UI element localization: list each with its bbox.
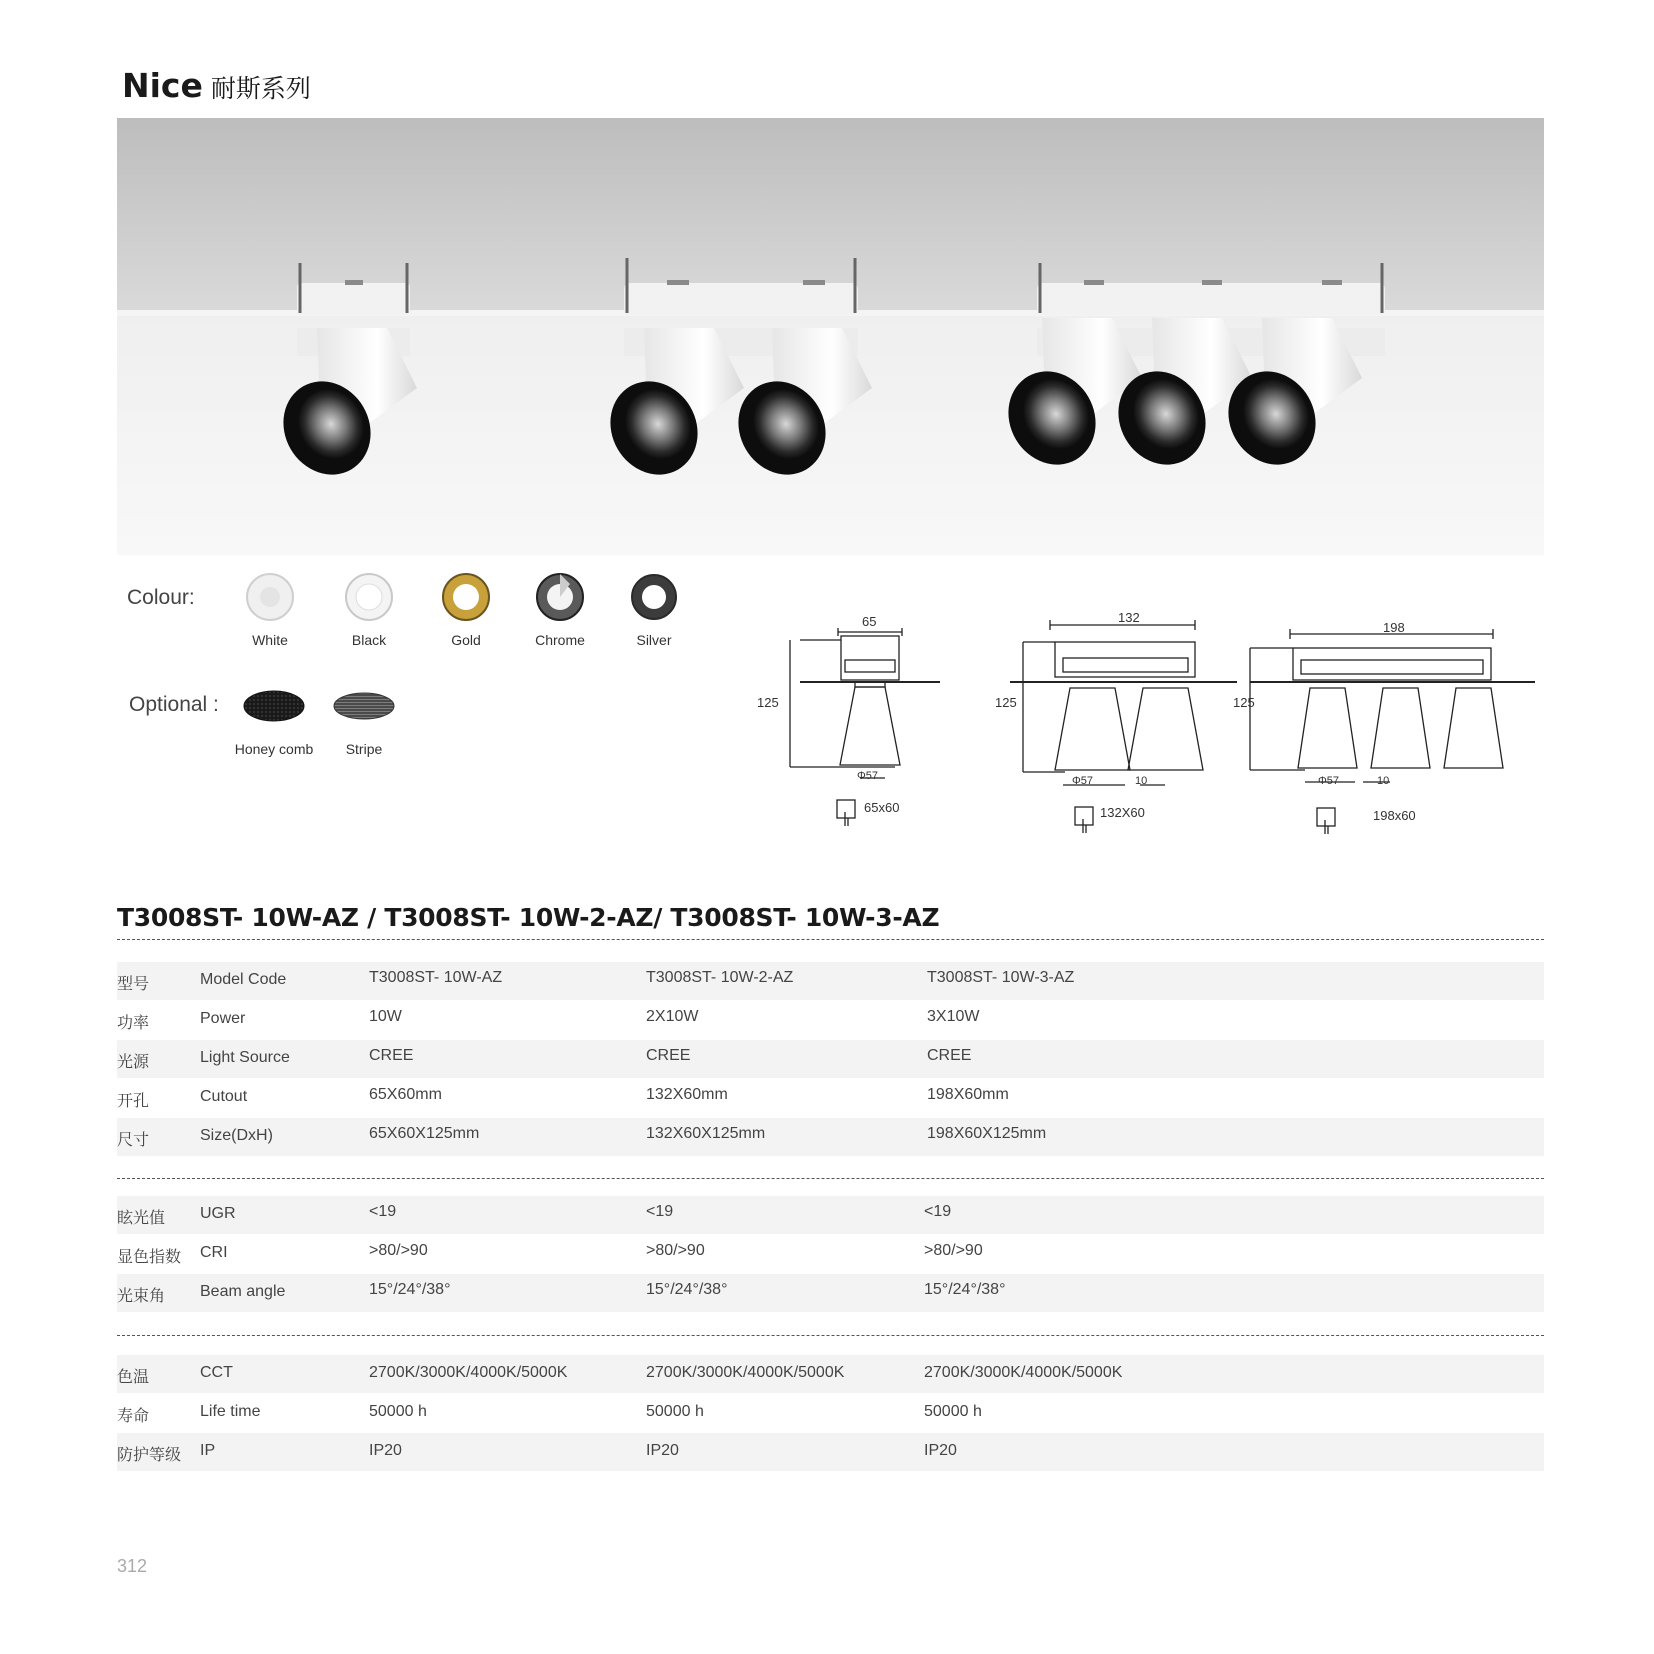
table-row: [117, 1433, 1544, 1471]
optional-name-stripe: Stripe: [345, 741, 383, 757]
table-row: [117, 1394, 1544, 1432]
table-row: [117, 1079, 1544, 1117]
spec-value: IP20: [924, 1442, 957, 1459]
table-row: [117, 1118, 1544, 1156]
divider: [117, 1178, 1544, 1179]
table-row: [117, 1235, 1544, 1273]
spec-label-en: Life time: [200, 1403, 261, 1420]
spec-label-en: Beam angle: [200, 1283, 286, 1300]
spec-value: 2700K/3000K/4000K/5000K: [924, 1364, 1123, 1381]
spec-label-en: CCT: [200, 1364, 233, 1381]
table-row: [117, 1274, 1544, 1312]
spec-value: 50000 h: [369, 1403, 427, 1420]
divider: [117, 939, 1544, 940]
spec-value: 15°/24°/38°: [924, 1281, 1006, 1298]
drawing-3-cutout: 198x60: [1373, 808, 1416, 823]
spec-value: 2700K/3000K/4000K/5000K: [646, 1364, 845, 1381]
spec-label-cn: 尺寸: [117, 1132, 150, 1149]
spec-value: >80/>90: [369, 1242, 428, 1259]
spec-value: 65X60mm: [369, 1086, 442, 1103]
colour-black-swatch: [346, 574, 392, 620]
colour-label: Colour:: [127, 586, 195, 609]
stripe-swatch: [334, 693, 394, 719]
optional-name-honeycomb: Honey comb: [234, 741, 314, 757]
spec-value: T3008ST- 10W-AZ: [369, 969, 503, 986]
drawing-1-cutout: 65x60: [864, 800, 900, 815]
colour-name-gold: Gold: [451, 632, 481, 648]
spec-label-en: Cutout: [200, 1088, 248, 1105]
spec-label-cn: 防护等级: [117, 1447, 182, 1464]
spec-value: 132X60mm: [646, 1086, 728, 1103]
colour-name-silver: Silver: [636, 632, 672, 648]
drawing-2-diameter: Φ57: [1072, 775, 1094, 787]
spec-label-en: Model Code: [200, 971, 287, 988]
spec-label-cn: 寿命: [117, 1408, 150, 1425]
spec-value: 65X60X125mm: [369, 1125, 480, 1142]
drawing-triple: [1250, 629, 1535, 834]
spec-label-en: Power: [200, 1010, 246, 1027]
optional-label: Optional :: [129, 693, 219, 716]
spec-value: CREE: [927, 1047, 972, 1064]
colour-chrome-swatch: [537, 574, 583, 620]
spec-value: CREE: [369, 1047, 414, 1064]
page-title: [122, 66, 311, 105]
drawing-single: [790, 628, 940, 826]
spec-value: 50000 h: [924, 1403, 982, 1420]
drawing-3-gap: 10: [1377, 775, 1390, 787]
spec-value: >80/>90: [924, 1242, 983, 1259]
spec-label-en: Light Source: [200, 1049, 290, 1066]
spec-value: 15°/24°/38°: [369, 1281, 451, 1298]
spec-value: <19: [369, 1203, 397, 1220]
colour-swatches: [240, 570, 690, 630]
spec-value: 2700K/3000K/4000K/5000K: [369, 1364, 568, 1381]
colour-silver-swatch: [632, 575, 676, 619]
spec-label-en: IP: [200, 1442, 216, 1459]
spec-label-cn: 眩光值: [117, 1210, 166, 1227]
spec-label-cn: 开孔: [117, 1093, 150, 1110]
colour-name-black: Black: [351, 632, 387, 648]
colour-name-chrome: Chrome: [535, 632, 585, 648]
spec-value: IP20: [369, 1442, 402, 1459]
colour-white-swatch: [247, 574, 293, 620]
drawing-2-gap: 10: [1135, 775, 1148, 787]
table-row: [117, 1196, 1544, 1234]
table-row: [117, 1001, 1544, 1039]
drawing-double: [1010, 620, 1237, 833]
spec-label-cn: 型号: [117, 976, 150, 993]
divider: [117, 1335, 1544, 1336]
table-row: [117, 1040, 1544, 1078]
drawing-1-width: 65: [862, 614, 877, 629]
spec-label-en: CRI: [200, 1244, 228, 1261]
series-name-cn: 耐斯系列: [210, 75, 311, 103]
spec-value: >80/>90: [646, 1242, 705, 1259]
drawing-3-height: 125: [1233, 695, 1255, 710]
spec-value: 198X60X125mm: [927, 1125, 1047, 1142]
spec-label-cn: 光束角: [117, 1288, 166, 1305]
spec-value: 50000 h: [646, 1403, 704, 1420]
model-codes-title: T3008ST- 10W-AZ / T3008ST- 10W-2-AZ/ T3008ST- 10W-3-AZ: [117, 903, 940, 932]
drawing-2-cutout: 132X60: [1100, 805, 1145, 820]
drawing-3-width: 198: [1383, 620, 1405, 635]
page-number: 312: [117, 1556, 148, 1576]
spec-value: IP20: [646, 1442, 679, 1459]
spec-label-cn: 功率: [117, 1015, 150, 1032]
spec-value: 10W: [369, 1008, 402, 1025]
honeycomb-swatch: [244, 691, 304, 721]
spec-value: 3X10W: [927, 1008, 980, 1025]
spec-value: <19: [924, 1203, 952, 1220]
drawing-3-diameter: Φ57: [1318, 775, 1340, 787]
spec-value: 15°/24°/38°: [646, 1281, 728, 1298]
drawing-1-diameter: Φ57: [857, 770, 879, 782]
drawing-2-width: 132: [1118, 610, 1140, 625]
spec-label-cn: 显色指数: [117, 1249, 182, 1266]
spec-label-cn: 色温: [117, 1369, 150, 1386]
product-hero-image: [117, 118, 1544, 555]
colour-name-white: White: [252, 632, 288, 648]
spec-value: CREE: [646, 1047, 691, 1064]
spec-label-cn: 光源: [117, 1054, 150, 1071]
spec-value: 2X10W: [646, 1008, 699, 1025]
spec-label-en: UGR: [200, 1205, 236, 1222]
spec-value: T3008ST- 10W-3-AZ: [927, 969, 1075, 986]
spec-label-en: Size(DxH): [200, 1127, 273, 1144]
drawing-2-height: 125: [995, 695, 1017, 710]
drawing-1-height: 125: [757, 695, 779, 710]
spec-value: <19: [646, 1203, 674, 1220]
spec-value: T3008ST- 10W-2-AZ: [646, 969, 794, 986]
spec-value: 198X60mm: [927, 1086, 1009, 1103]
optional-swatches: [240, 686, 400, 726]
series-name-en: Nice: [122, 66, 203, 105]
spec-value: 132X60X125mm: [646, 1125, 766, 1142]
table-row: [117, 1355, 1544, 1393]
table-row: [117, 962, 1544, 1000]
colour-gold-swatch: [443, 574, 489, 620]
